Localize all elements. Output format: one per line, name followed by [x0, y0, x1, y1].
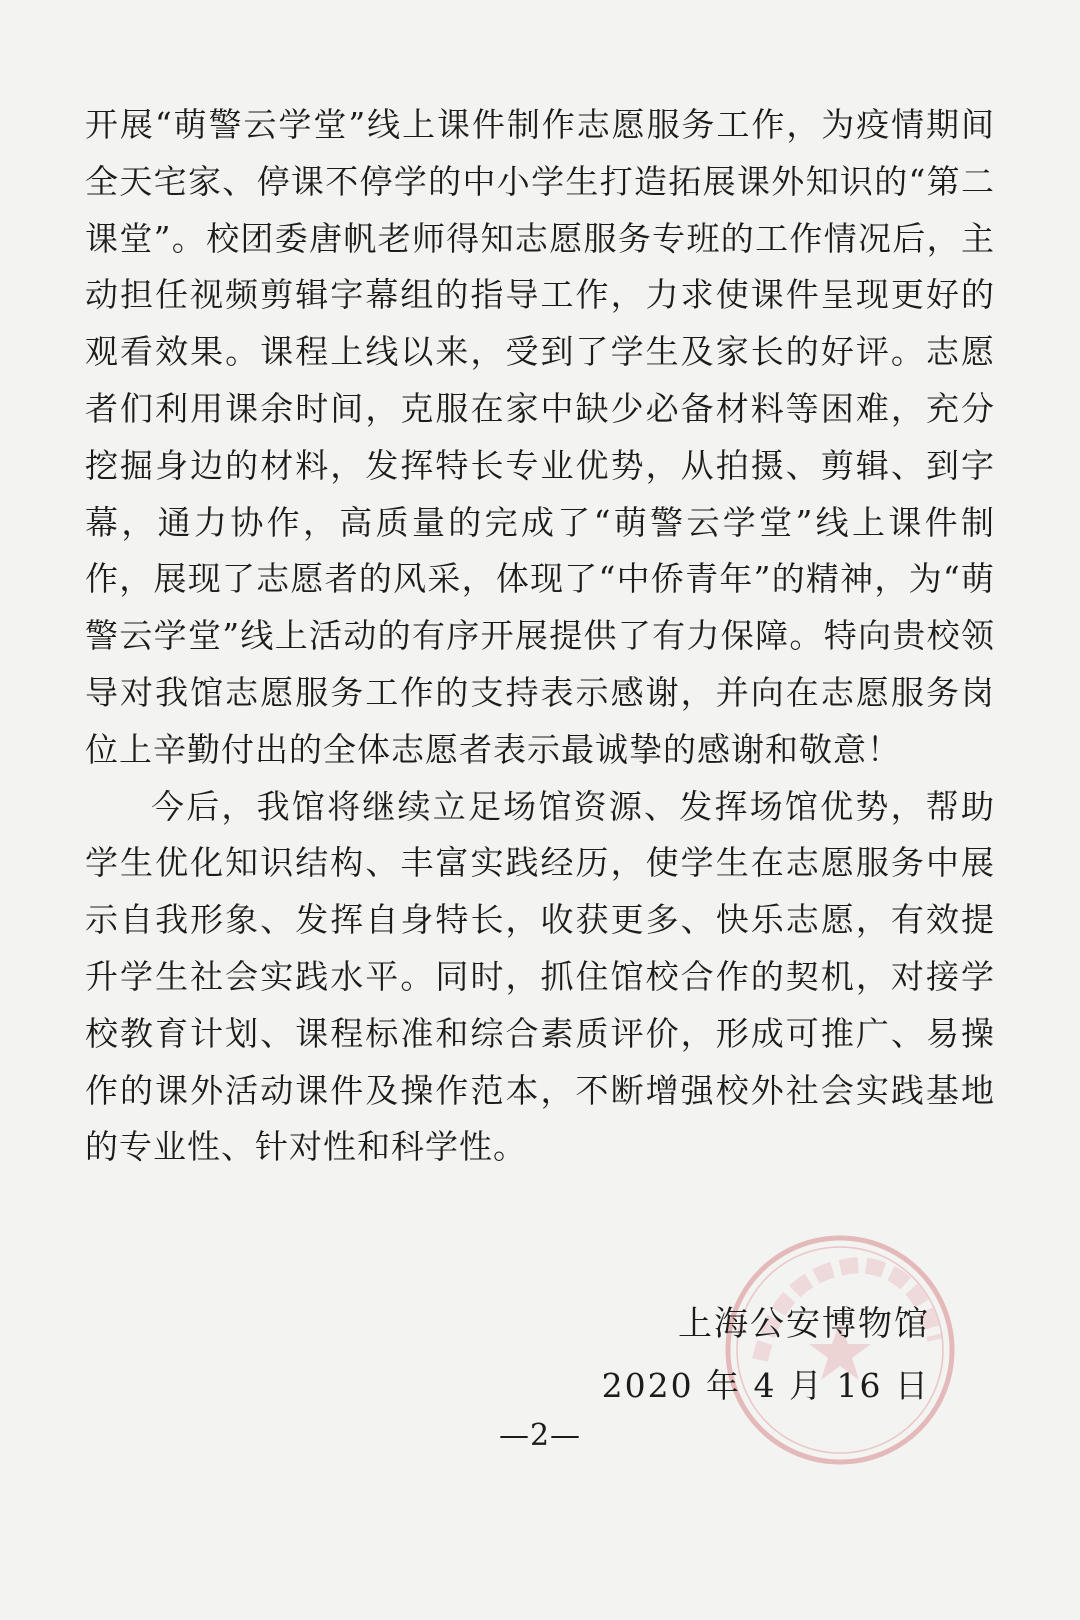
- signature-organization: 上海公安博物馆: [678, 1304, 930, 1344]
- letter-body: [85, 97, 995, 1176]
- signature-date: 2020 年 4 月 16 日: [601, 1366, 930, 1405]
- signature-block: [602, 1293, 930, 1417]
- page-number: —2—: [498, 1418, 582, 1453]
- paragraph-1: 开展“萌警云学堂”线上课件制作志愿服务工作，为疫情期间全天宅家、停课不停学的中小学生打造拓展课外知识的“第二课堂”。校团委唐帆老师得知志愿服务专班的工作情况后，主动担任视频剪辑字幕组的指导工作，力求使课件呈现更好的观看效果。课程上线以来，受到了学生及家长的好评。志愿者们利用课余时间，克服在家中缺少必备材料等困难，充分挖掘身边的材料，发挥特长专业优势，从拍摄、剪辑、到字幕，通力协作，高质量的完成了“萌警云学堂”线上课件制作，展现了志愿者的风采，体现了“中侨青年”的精神，为“萌警云学堂”线上活动的有序开展提供了有力保障。特向贵校领导对我馆志愿服务工作的支持表示感谢，并向在志愿服务岗位上辛勤付出的全体志愿者表示最诚挚的感谢和敬意！: [85, 105, 995, 769]
- paragraph-2: 今后，我馆将继续立足场馆资源、发挥场馆优势，帮助学生优化知识结构、丰富实践经历，使学生在志愿服务中展示自我形象、发挥自身特长，收获更多、快乐志愿，有效提升学生社会实践水平。同时，抓住馆校合作的契机，对接学校教育计划、课程标准和综合素质评价，形成可推广、易操作的课外活动课件及操作范本，不断增强校外社会实践基地的专业性、针对性和科学性。: [85, 786, 995, 1167]
